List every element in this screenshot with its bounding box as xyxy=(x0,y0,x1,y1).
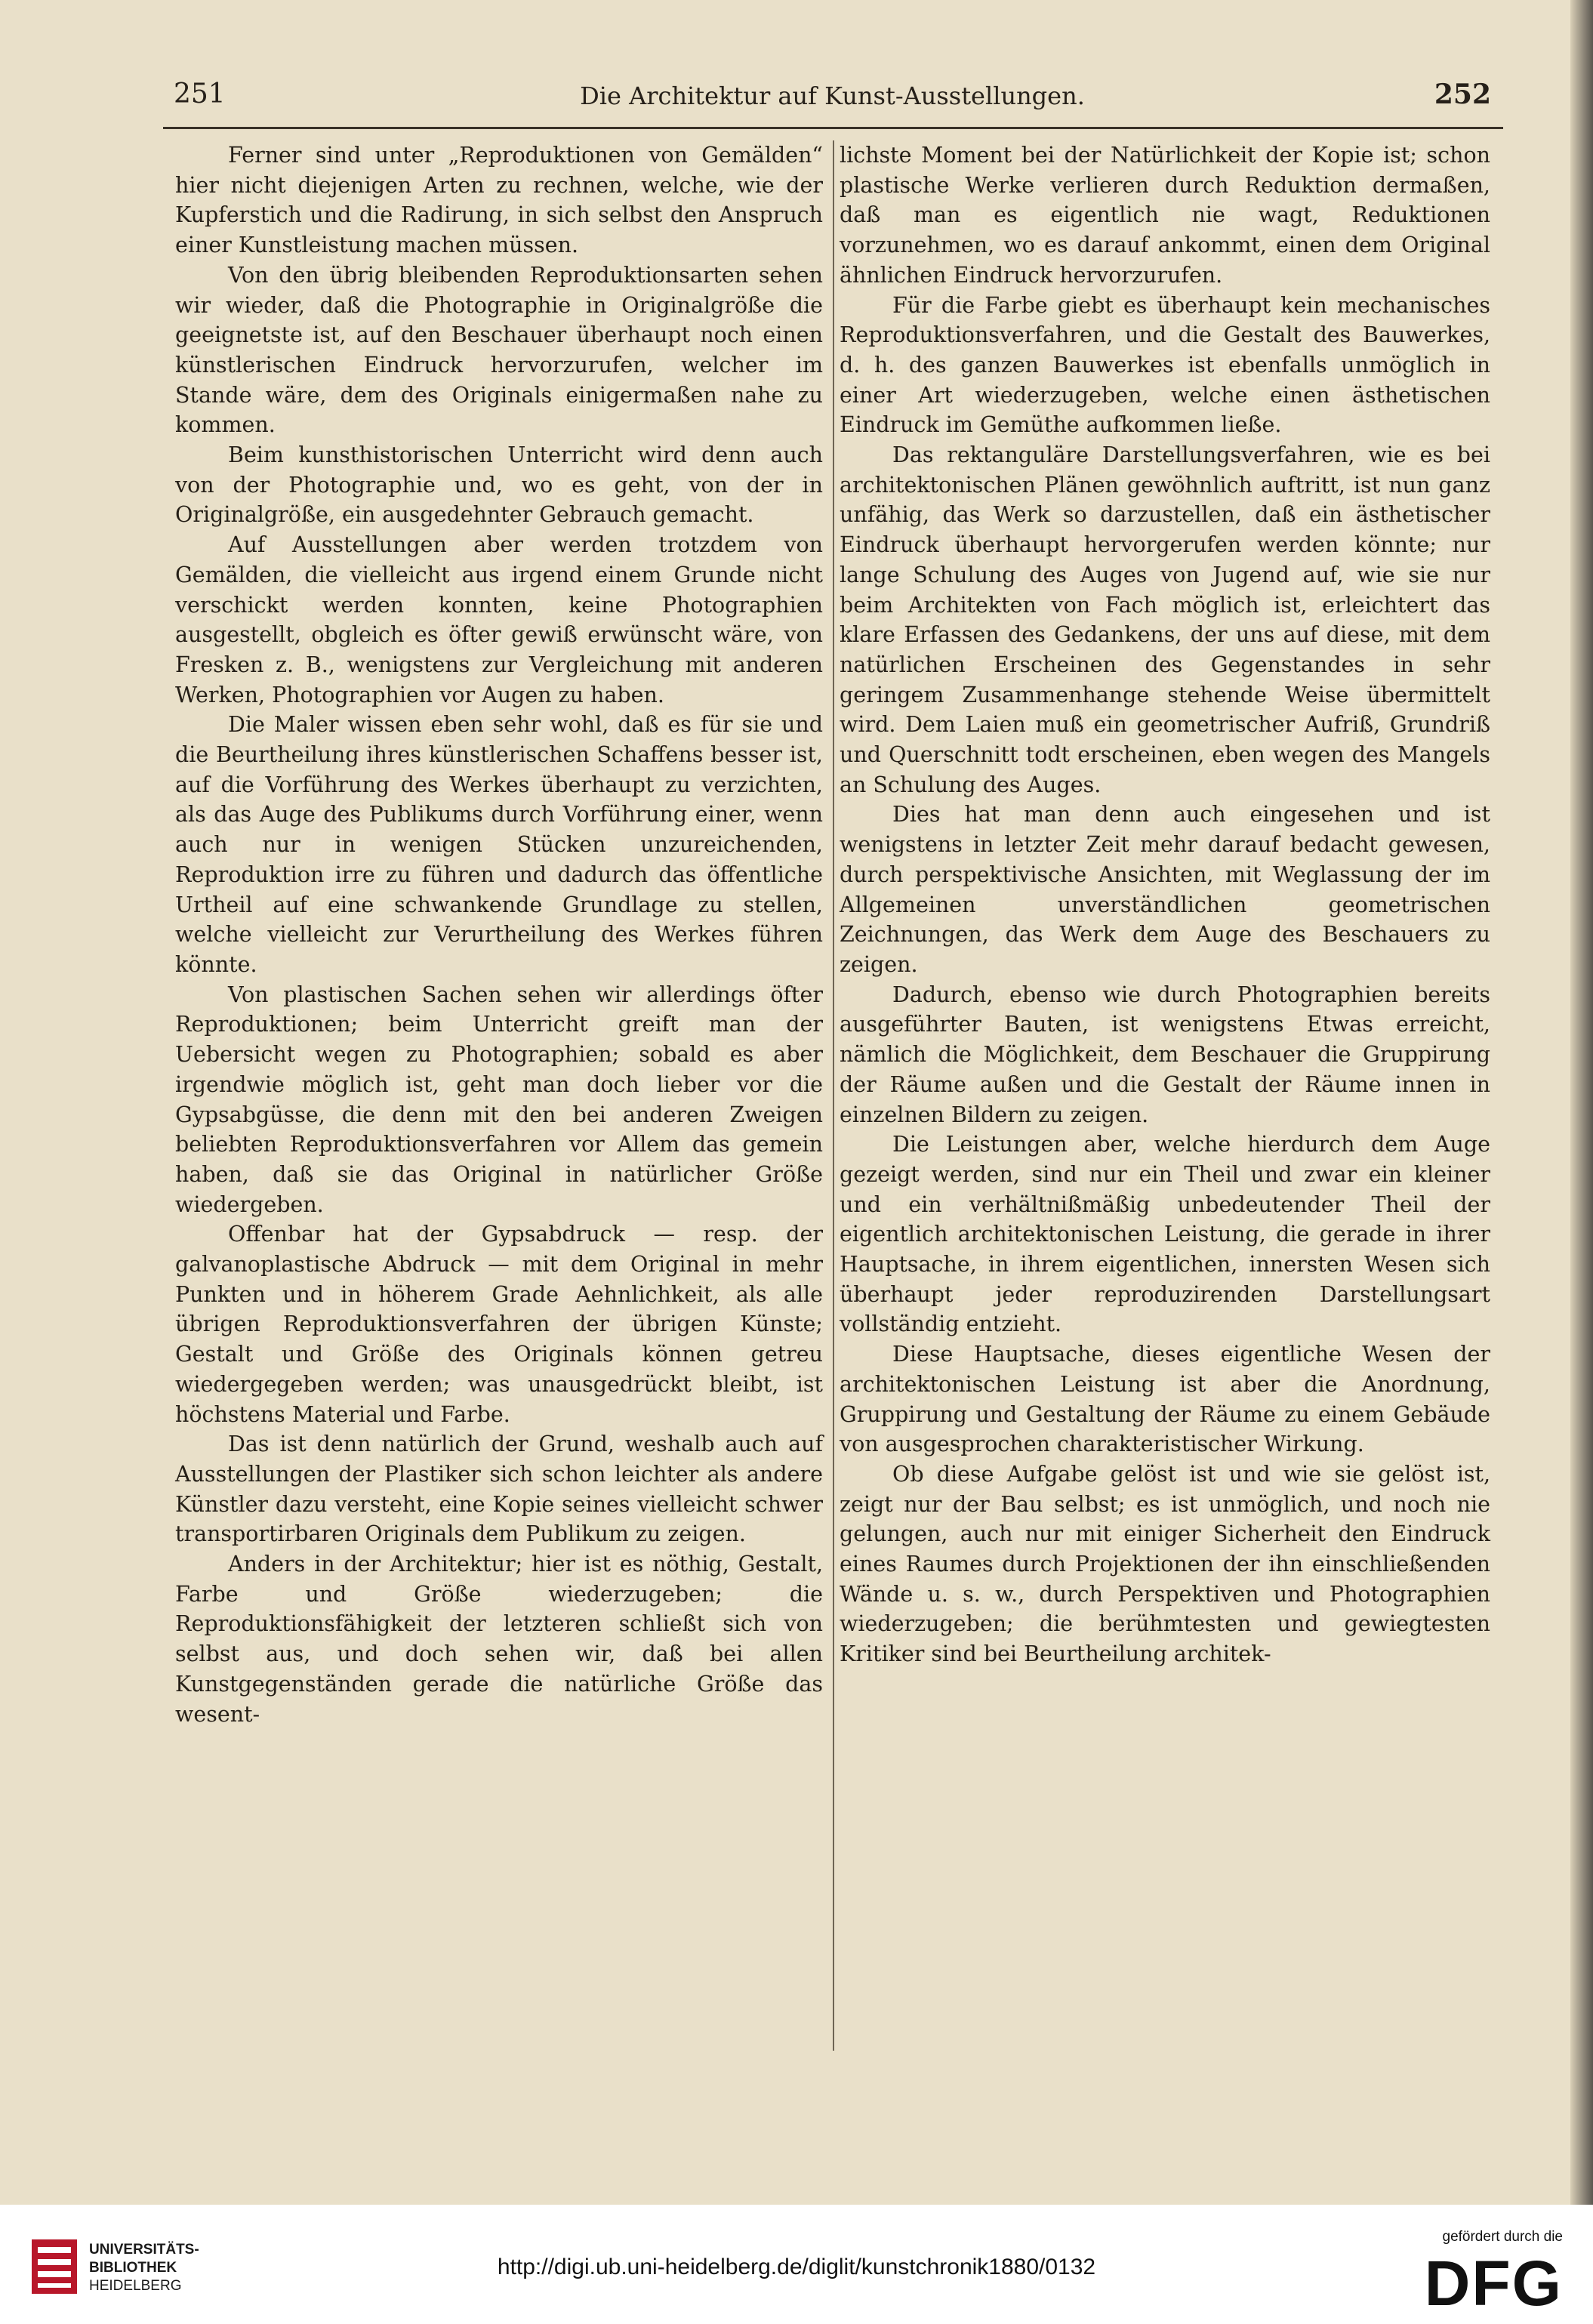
page-number-left: 251 xyxy=(174,79,226,109)
paragraph: Von plastischen Sachen sehen wir allerdings öfter Reproduktionen; beim Unterricht greift man der Uebersicht wegen zu Photographien; sobald es aber irgendwie möglich ist, geht man doch lieber vor die Gypsabgüsse, die denn mit den bei anderen Zweigen beliebten Reproduktionsverfahren vor Allem das gemein haben, daß sie das Original in natürlicher Größe wiedergeben. xyxy=(175,982,823,1217)
paragraph: Beim kunsthistorischen Unterricht wird denn auch von der Photographie und, wo es geht, von der in Originalgröße, ein ausgedehnter Gebrauch gemacht. xyxy=(175,442,823,528)
library-name-line: UNIVERSITÄTS- xyxy=(89,2242,199,2258)
paragraph: Offenbar hat der Gypsabdruck — resp. der galvanoplastische Abdruck — mit dem Original in mehr Punkten und in höherem Grade Aehnlichkeit, als alle übrigen Reproduktionsverfahren der übrigen Künste; Gestalt und Größe des Originals können getreu wiedergegeben werden; was unausgedrückt bleibt, ist höchstens Material und Farbe. xyxy=(175,1222,823,1427)
library-name-line: HEIDELBERG xyxy=(89,2278,182,2294)
paragraph: Anders in der Architektur; hier ist es nöthig, Gestalt, Farbe und Größe wiederzugeben; die Reproduktionsfähigkeit der letzteren schließt sich von selbst aus, und doch sehen wir, daß bei allen Kunstgegenständen gerade die natürliche Größe das wesent- xyxy=(175,1552,823,1727)
page-number-right: 252 xyxy=(1434,79,1491,110)
permalink-url[interactable]: http://digi.ub.uni-heidelberg.de/diglit/kunstchronik1880/0132 xyxy=(497,2255,1096,2279)
paragraph: lichste Moment bei der Natürlichkeit der Kopie ist; schon plastische Werke verlieren durch Reduktion dermaßen, daß man es eigentlich nie wagt, Reduktionen vorzunehmen, wo es darauf ankommt, einen dem Original ähnlichen Eindruck hervorzurufen. xyxy=(840,143,1490,288)
page-header xyxy=(174,79,1491,124)
dfg-logo[interactable]: DFG xyxy=(1424,2248,1563,2319)
paragraph: Ferner sind unter „Reproduktionen von Gemälden“ hier nicht diejenigen Arten zu rechnen, welche, wie der Kupferstich und die Radirung, in sich selbst den Anspruch einer Kunstleistung machen müssen. xyxy=(175,143,823,258)
paragraph: Das ist denn natürlich der Grund, weshalb auch auf Ausstellungen der Plastiker sich schon leichter als andere Künstler dazu versteht, eine Kopie seines vielleicht schwer transportirbaren Originals dem Publikum zu zeigen. xyxy=(175,1432,823,1547)
left-column xyxy=(175,140,823,1729)
page-edge xyxy=(1570,0,1593,2205)
paragraph: Die Leistungen aber, welche hierdurch dem Auge gezeigt werden, sind nur ein Theil und zwar ein kleiner und ein verhältnißmäßig unbedeutender Theil der eigentlich architektonischen Leistung, die gerade in ihrer Hauptsache, in ihrem eigentlichen, innersten Wesen sich überhaupt jeder reproduzirenden Darstellungsart vollständig entzieht. xyxy=(840,1132,1490,1337)
viewer-footer xyxy=(0,2205,1593,2324)
paragraph: Für die Farbe giebt es überhaupt kein mechanisches Reproduktionsverfahren, und die Gestalt des Bauwerkes, d. h. des ganzen Bauwerkes ist ebenfalls unmöglich in einer Art wiederzugeben, welche einen ästhetischen Eindruck im Gemüthe aufkommen ließe. xyxy=(840,292,1490,438)
column-divider xyxy=(833,140,834,2051)
paragraph: Diese Hauptsache, dieses eigentliche Wesen der architektonischen Leistung ist aber die Anordnung, Gruppirung und Gestaltung der Räume zu einem Gebäude von ausgesprochen charakteristischer Wirkung. xyxy=(840,1342,1490,1457)
header-rule xyxy=(163,127,1503,129)
paragraph: Von den übrig bleibenden Reproduktionsarten sehen wir wieder, daß die Photographie in Originalgröße die geeignetste ist, auf den Beschauer überhaupt noch einen künstlerischen Eindruck hervorzurufen, welcher im Stande wäre, dem des Originals einigermaßen nahe zu kommen. xyxy=(175,262,823,438)
funding-notice xyxy=(1382,2229,1563,2319)
library-name-line: BIBLIOTHEK xyxy=(89,2260,177,2276)
paragraph: Dadurch, ebenso wie durch Photographien bereits ausgeführter Bauten, ist wenigstens Etwas erreicht, nämlich die Möglichkeit, dem Beschauer die Gruppirung der Räume außen und die Gestalt der Räume innen in einzelnen Bildern zu zeigen. xyxy=(840,982,1490,1127)
paragraph: Die Maler wissen eben sehr wohl, daß es für sie und die Beurtheilung ihres künstlerischen Schaffens besser ist, auf die Vorführung des Werkes überhaupt zu verzichten, als das Auge des Publikums durch Vorführung einer, wenn auch nur in wenigen Stücken unzureichenden, Reproduktion irre zu führen und dadurch das öffentliche Urtheil auf eine schwankende Grundlage zu stellen, welche vielleicht zur Verurtheilung des Werkes führen könnte. xyxy=(175,712,823,977)
paragraph: Das rektanguläre Darstellungsverfahren, wie es bei architektonischen Plänen gewöhnlich auftritt, ist nun ganz unfähig, das Werk so darzustellen, daß ein ästhetischer Eindruck überhaupt hervorgerufen werden könnte; nur lange Schulung des Auges von Jugend auf, wie sie nur beim Architekten von Fach möglich ist, erleichtert das klare Erfassen des Gedankens, der uns auf diese, mit dem natürlichen Erscheinen des Gegenstandes in sehr geringem Zusammenhange stehende Weise übermittelt wird. Dem Laien muß ein geometrischer Aufriß, Grundriß und Querschnitt todt erscheinen, eben wegen des Mangels an Schulung des Auges. xyxy=(840,442,1490,797)
paragraph: Dies hat man denn auch eingesehen und ist wenigstens in letzter Zeit mehr darauf bedacht gewesen, durch perspektivische Ansichten, mit Weglassung der im Allgemeinen unverständlichen geometrischen Zeichnungen, das Werk dem Auge des Beschauers zu zeigen. xyxy=(840,802,1490,977)
paragraph: Ob diese Aufgabe gelöst ist und wie sie gelöst ist, zeigt nur der Bau selbst; es ist unmöglich, und noch nie gelungen, auch nur mit einiger Sicherheit den Eindruck eines Raumes durch Projektionen der ihn einschließenden Wände u. s. w., durch Perspektiven und Photographien wiederzugeben; die berühmtesten und gewiegtesten Kritiker sind bei Beurtheilung architek- xyxy=(840,1461,1490,1667)
funding-label: gefördert durch die xyxy=(1442,2229,1563,2245)
right-column xyxy=(840,140,1490,1669)
running-title: Die Architektur auf Kunst-Ausstellungen. xyxy=(580,82,1085,110)
paragraph: Auf Ausstellungen aber werden trotzdem von Gemälden, die vielleicht aus irgend einem Grunde nicht verschickt werden konnten, keine Photographien ausgestellt, obgleich es öfter gewiß erwünscht wäre, von Fresken z. B., wenigstens zur Vergleichung mit anderen Werken, Photographien vor Augen zu haben. xyxy=(175,532,823,707)
